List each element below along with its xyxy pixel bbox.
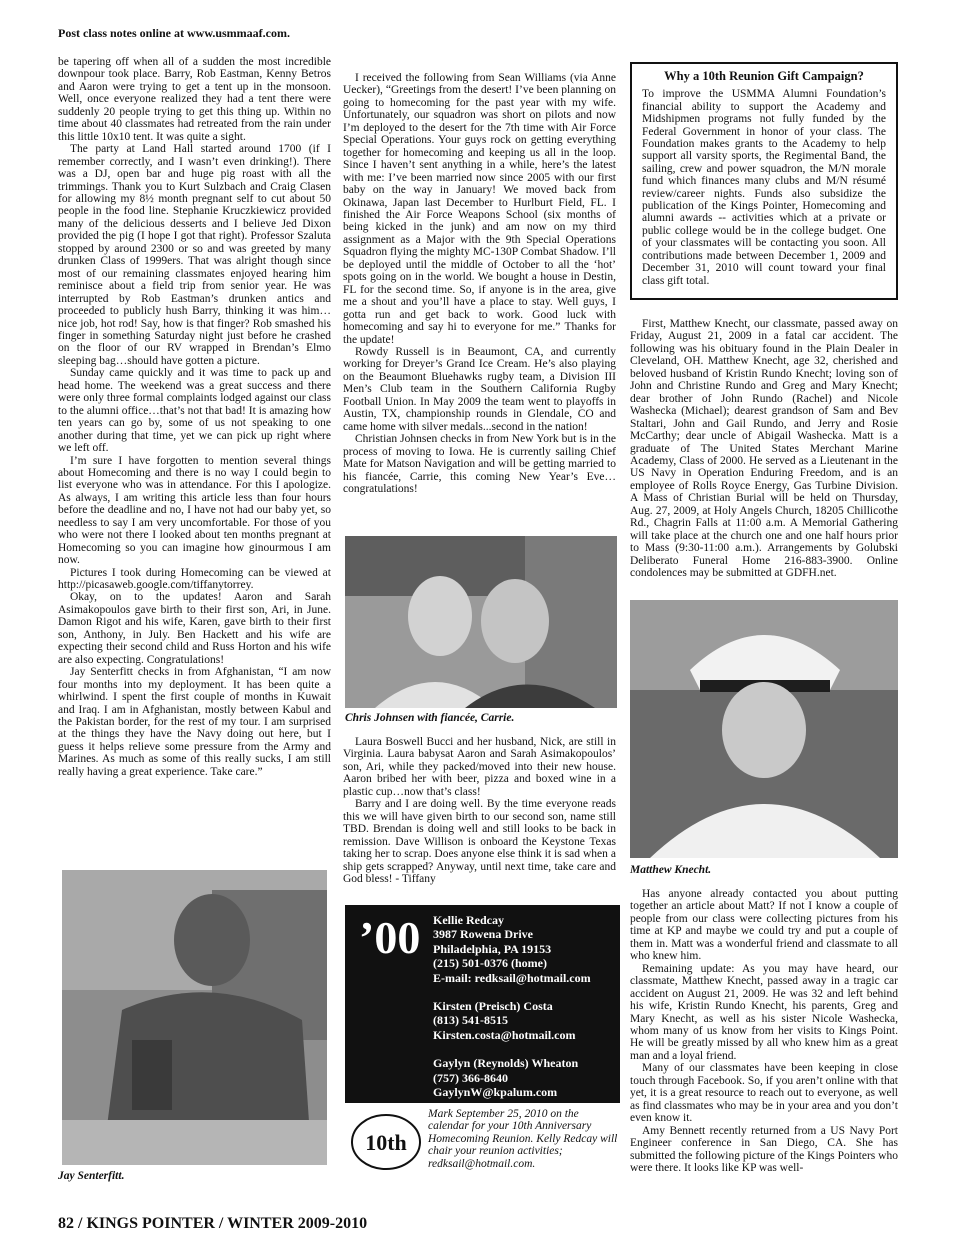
paragraph: Many of our classmates have been keeping in close touch through Facebook. So, if you aren’t online with that yet, it is a great resource to reach out to everyone, as well as find classmates who may be in your area and you don’t even know it.	[630, 1062, 898, 1125]
photo-jay-senterfitt	[62, 870, 327, 1165]
box-text: To improve the USMMA Alumni Foundation’s financial ability to support the Academy and Midshipmen programs not fully funded by the Federal Government in honor of your class. The Foundation makes grants to the Academy to help support all varsity sports, the Regimental Band, the sailing, crew and power squadron, the M/N morale fund which finances many clubs and M/N résumé review/career nights. Funds also subsidize the publication of the Kings Pointer, Homecoming and alumni awards -- activities which at a private or public college would be in the college budget. One of your classmates will be contacting you soon. All contributions made between December 1, 2009 and December 31, 2010 will count toward your final class gift total.	[642, 88, 886, 287]
logo-text: 10th	[365, 1130, 407, 1155]
paragraph: Laura Boswell Bucci and her husband, Nick, are still in Virginia. Laura babysat Aaron and Sarah Asimakopoulos’ son, Ari, while they packed/moved into their new house. Aaron bribed her with beer, pizza and boxed wine in a plastic cup…now that’s class!	[343, 736, 616, 798]
photo-caption: Matthew Knecht.	[630, 864, 712, 876]
reunion-note: Mark September 25, 2010 on the calendar for your 10th Anniversary Homecoming Reunion. Kelly Redcay will chair your reunion activities; redksail@hotmail.com.	[428, 1108, 618, 1170]
paragraph: I received the following from Sean Williams (via Anne Uecker), “Greetings from the desert! I’ve been planning on going to homecoming for the past year with my wife. Unfortunately, our squadron was short on pilots and now I’m deployed to the desert for the 7th time with Air Force Special Operations. Your guys rock on getting everything together for homecoming and keeping us all in the loop. Since I haven’t sent anything in a while, here’s the latest with me: I’ve been married now since 2005 with our first baby on the way in January! We moved back from Okinawa, Japan last December to Hurlburt Field, FL. I finished the Air Force Weapons School (six months of being kicked in the junk) and am now on my third assignment as a Major with the 9th Special Operations Squadron flying the mighty MC-130P Combat Shadow. I’ll be deployed until the middle of October to all the ‘hot’ spots going on in the world. We bought a house in Destin, FL for the second time. So, if anyone is in the area, give me a shout and you’ll have a place to stay. Well guys, I gotta run and get back to work. Good luck with homecoming and say hi to everyone for me.” Thanks for the update!	[343, 72, 616, 346]
column-2-lower	[343, 736, 616, 885]
paragraph: be tapering off when all of a sudden the most incredible downpour took place. Barry, Rob Eastman, Kenny Betros and Aaron were trying to get a tent up in the monsoon. Well, once everyone realized they had a tent there were suddenly 20 people trying to get this thing up. Within no time about 40 classmates had retreated from the rain under this little 10x10 tent. It was quite a sight.	[58, 56, 331, 143]
paragraph: Remaining update: As you may have heard, our classmate, Matthew Knecht, passed away in a tragic car accident on August 21, 2009. He was 32 and left behind his wife, Kristin Rundo Knecht, his parents, Greg and Mary Knecht, as well as his sister Nicole Washecka, whom many of us know from her visits to Kings Point. He will be greatly missed by all who knew him as a great man and a loyal friend.	[630, 962, 898, 1062]
contact-name: Kellie Redcay	[433, 913, 504, 927]
paragraph: Barry and I are doing well. By the time everyone reads this we will have given birth to our second son, name still TBD. Brendan is doing well and still looks to be back in remission. Dave Willison is onboard the Keystone Texas taking her to scrap. Does anyone else think it is sad when a ship gets scrapped? Anyway, until next time, take care and God bless! - Tiffany	[343, 798, 616, 885]
contact-address: 3987 Rowena Drive	[433, 927, 533, 942]
contact-email[interactable]: GaylynW@kpalum.com	[433, 1085, 558, 1100]
contact-phone: (215) 501-0376 (home)	[433, 956, 547, 971]
paragraph: Amy Bennett recently returned from a US Navy Port Engineer conference in San Diego, CA. She has submitted the following picture of the Kings Pointers who were there. It looks like KP was well-	[630, 1124, 898, 1174]
paragraph: Pictures I took during Homecoming can be viewed at http://picasaweb.google.com/tiffanytorrey.	[58, 566, 331, 592]
class-secretaries	[433, 913, 591, 1099]
column-2	[343, 72, 616, 495]
page-header: Post class notes online at www.usmmaaf.com.	[58, 26, 290, 40]
class-year: ’00	[359, 912, 421, 963]
photo-johnsen-carrie	[345, 536, 617, 708]
paragraph: Has anyone already contacted you about putting together an article about Matt? If not I know a couple of people from our class were collecting pictures from his time at KP and maybe we could try and put a couple of them in. Matt was a wonderful friend and classmate to all who knew him.	[630, 888, 898, 963]
contact-phone: (813) 541-8515	[433, 1013, 508, 1028]
paragraph: Sunday came quickly and it was time to pack up and head home. The weekend was a great success and there were only three formal complaints lodged against our class to the alumni office…that’s not that bad! It is amazing how ten years can go by, some of us not speaking to one another during that time, yet we can pick up right where we left off.	[58, 367, 331, 455]
contact-address: Philadelphia, PA 19153	[433, 941, 552, 956]
contact-email[interactable]: E-mail: redksail@hotmail.com	[433, 970, 591, 985]
paragraph: Okay, on to the updates! Aaron and Sarah Asimakopoulos gave birth to their first son, Ari, in June. Damon Rigot and his wife, Karen, gave birth to their first son, Anthony, in July. Ben Hackett and his wife are expecting their second child and Russ Horton and his wife are also expecting. Congratulations!	[58, 591, 331, 666]
page-footer: 82 / KINGS POINTER / WINTER 2009-2010	[58, 1215, 368, 1232]
photo-caption: Chris Johnsen with fiancée, Carrie.	[345, 712, 515, 724]
contact-name: Gaylyn (Reynolds) Wheaton	[433, 1056, 579, 1071]
10th-reunion-logo	[350, 1113, 422, 1171]
contact-phone: (757) 366-8640	[433, 1070, 508, 1085]
paragraph: Rowdy Russell is in Beaumont, CA, and currently working for Dreyer’s Grand Ice Cream. He’s also playing on the Beaumont Bluehawks rugby team, a Division III Men’s Club team in the Southern California Rugby Football Union. In May 2009 the team went to playoffs in Austin, TX, championship rounds in Glendale, CO and came home with silver medals...second in the nation!	[343, 345, 616, 433]
photo-caption: Jay Senterfitt.	[58, 1170, 125, 1182]
paragraph: Jay Senterfitt checks in from Afghanistan, “I am now four months into my deployment. It has been quite a whirlwind. I spent the first couple of months in Kuwait and Iraq. I am in Afghanistan, mostly between Kabul and the Pakistan border, for the rest of my tour. I am surprised at the things they have the Navy doing out here, but I guess it helps relieve some pressure from the Army and Marines. As much as some of this really sucks, I am still really having a great experience. Take care.”	[58, 666, 331, 778]
contact-email[interactable]: Kirsten.costa@hotmail.com	[433, 1027, 576, 1042]
class-2000-contact-box	[345, 905, 620, 1103]
paragraph: First, Matthew Knecht, our classmate, passed away on Friday, August 21, 2009 in a fatal car accident. The following was his obituary found in the Plain Dealer in Cleveland, OH. Matthew Knecht, age 32, cherished and beloved husband of Kristin Rundo Knecht; loving son of John and Christine Rundo and Greg and Mary Knecht; dear brother of John Rundo (Rachel) and Nicole Washecka (Michael); dearest grandson of Sam and Bev Staltari, John and Gail Rundo, and Jerry and Rosie McCarthy; dear uncle of Abigail Washecka. Matt is a graduate of The United States Merchant Marine Academy, Class of 2000. He served as a Lieutenant in the US Navy in Operation Enduring Freedom, and is an employee of Rolls Royce Energy, Gas Turbine Division. A Mass of Christian Burial will be held on Thursday, Aug. 27, 2009, at Holy Angels Church, 18205 Chillicothe Rd., Chagrin Falls at 11:00 a.m. A Memorial Gathering will take place at the church one and one half hours prior to Mass (9:30-11:00 a.m.). Arrangements by Golubski Deliberato Funeral Home 216-883-3900. Online condolences may be submitted at GDFH.net.	[630, 318, 898, 580]
paragraph: I’m sure I have forgotten to mention several things about Homecoming and there is no way I could begin to list everyone who was in attendance. For this I apologize. As always, I am writing this article less than four hours before the deadline and no, I have not had our baby yet, so needless to say I am very uncomfortable. For those of you who were not there I looked about ten months pregnant at Homecoming so you can imagine how ginourmous I am now.	[58, 454, 331, 567]
column-1	[58, 56, 331, 778]
contact-name: Kirsten (Preisch) Costa	[433, 999, 553, 1014]
gift-campaign-box	[630, 62, 898, 300]
photo-matthew-knecht	[630, 600, 898, 858]
paragraph: Christian Johnsen checks in from New York but is in the process of moving to Iowa. He is currently sailing Chief Mate for Matson Navigation and will be getting married to his fiancée, Carrie, this coming New Year’s Eve…congratulations!	[343, 433, 616, 495]
column-3-lower	[630, 888, 898, 1174]
column-3	[630, 318, 898, 580]
box-title: Why a 10th Reunion Gift Campaign?	[664, 69, 864, 83]
paragraph: The party at Land Hall started around 1700 (if I remember correctly, and I wasn’t even drinking!). There was a DJ, open bar and huge pig roast with all the trimmings. Thank you to Kurt Sulzbach and Craig Clasen for allowing my 8½ month pregnant self to cut about 50 people in the food line. Stephanie Kruczkiewicz provided many of the delicious desserts and I believe Jed Dixon provided the pig (I hope I got that right). Professor Szaluta stopped by around 2300 or so and was greeted by many drunken Class of 1999ers. That was alright though since most of our remaining classmates enjoyed hearing him reminisce about a field trip from senior year. He was interrupted by Rob Eastman’s drunken antics and proceeded to publicly hush Barry, thinking it was him…nice job, hot rod! Say, how is that finger? Rob smashed his finger in something Saturday night just before he crashed on the floor of our RV wrapped in Brendan’s Elmo sleeping bag…should have gotten a picture.	[58, 143, 331, 367]
